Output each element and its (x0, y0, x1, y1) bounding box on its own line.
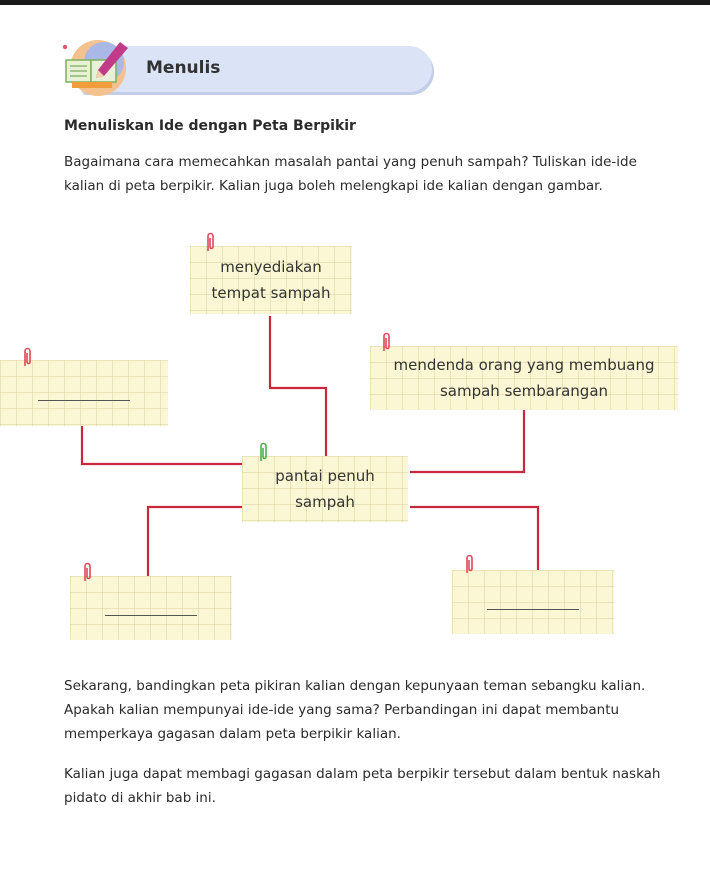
idea-right-line2: sampah sembarangan (439, 382, 609, 400)
connector-bottom-left (148, 507, 242, 576)
intro-paragraph: Bagaimana cara memecahkan masalah pantai yang penuh sampah? Tuliskan ide-ide kalian di peta berpikir. Kalian juga boleh melengkapi ide kalian dengan gambar. (64, 154, 637, 194)
connector-right (410, 410, 524, 472)
connector-bottom-right (410, 507, 538, 570)
connector-left (82, 426, 242, 464)
central-topic-line1: pantai penuh (275, 467, 375, 485)
speech-paragraph: Kalian juga dapat membagi gagasan dalam peta berpikir tersebut dalam bentuk naskah pidato di akhir bab ini. (64, 766, 661, 806)
connector-top (270, 316, 326, 456)
blank-line[interactable] (487, 595, 579, 610)
idea-note-bottom-left-blank[interactable] (70, 576, 232, 640)
idea-note-right (370, 346, 678, 410)
subheading: Menuliskan Ide dengan Peta Berpikir (64, 118, 356, 134)
paper-clip-icon (381, 331, 391, 353)
top-border (0, 0, 710, 5)
idea-note-bottom-right-blank[interactable] (452, 570, 614, 634)
blank-line[interactable] (38, 386, 130, 401)
paper-clip-icon (22, 346, 32, 368)
central-topic-note (242, 456, 408, 522)
section-header (80, 46, 432, 92)
comparison-paragraph: Sekarang, bandingkan peta pikiran kalian dengan kepunyaan teman sebangku kalian. Apakah kalian mempunyai ide-ide yang sama? Perbandingan ini dapat membantu memperkaya gagasan dalam peta berpikir kalian. (64, 678, 646, 742)
idea-top-line1: menyediakan (220, 258, 322, 276)
writing-book-icon (58, 36, 132, 98)
idea-right-line1: mendenda orang yang membuang (393, 356, 655, 374)
idea-note-top (190, 246, 352, 314)
section-title: Menulis (146, 58, 221, 78)
paper-clip-icon (205, 231, 215, 253)
blank-line[interactable] (105, 601, 197, 616)
idea-note-left-blank[interactable] (0, 360, 168, 426)
central-topic-line2: sampah (295, 493, 355, 511)
idea-top-line2: tempat sampah (211, 284, 331, 302)
paper-clip-icon (258, 441, 268, 463)
paper-clip-icon (464, 553, 474, 575)
paper-clip-icon (82, 561, 92, 583)
